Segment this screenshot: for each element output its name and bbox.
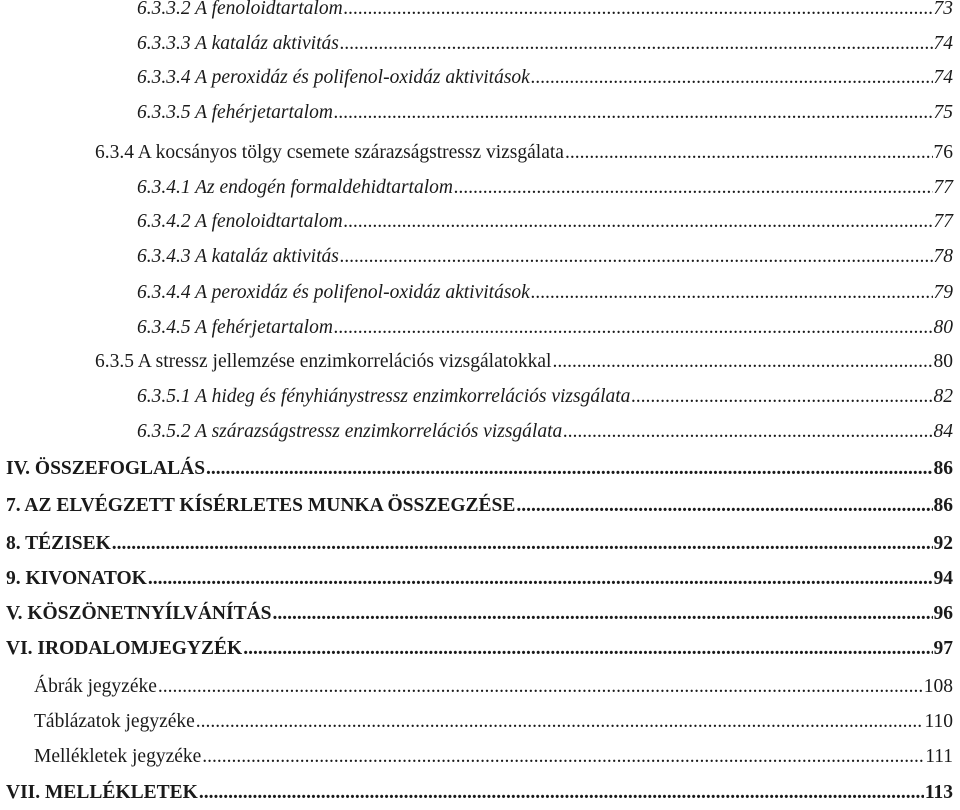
toc-entry-title: 6.3.5 A stressz jellemzése enzimkorrelációs vizsgálatokkal	[95, 351, 552, 373]
toc-entry-title: 6.3.4.5 A fehérjetartalom	[137, 317, 333, 339]
toc-entry[interactable]	[6, 776, 953, 810]
dot-leader	[516, 496, 932, 516]
toc-entry-title: 6.3.4.2 A fenoloidtartalom	[137, 211, 343, 233]
toc-entry[interactable]	[137, 27, 953, 61]
toc-entry-title: Mellékletek jegyzéke	[34, 746, 202, 768]
toc-entry-page: 74	[933, 67, 953, 89]
toc-entry[interactable]	[34, 670, 953, 704]
toc-entry-page: 113	[924, 782, 953, 804]
toc-entry-page: 76	[933, 142, 953, 164]
dot-leader	[243, 639, 932, 659]
toc-entry-title: 7. AZ ELVÉGZETT KÍSÉRLETES MUNKA ÖSSZEGZÉSE	[6, 495, 516, 517]
toc-entry[interactable]	[137, 171, 953, 205]
dot-leader	[112, 534, 933, 554]
toc-entry-title: 6.3.4 A kocsányos tölgy csemete szárazságstressz vizsgálata	[95, 142, 564, 164]
toc-entry[interactable]	[6, 597, 953, 631]
toc-entry-title: IV. ÖSSZEFOGLALÁS	[6, 458, 206, 480]
toc-entry-page: 84	[933, 421, 953, 443]
toc-entry-title: V. KÖSZÖNETNYÍLVÁNÍTÁS	[6, 603, 272, 625]
dot-leader	[531, 283, 933, 303]
toc-entry[interactable]	[137, 276, 953, 310]
dot-leader	[344, 0, 933, 19]
toc-entry-title: 6.3.4.1 Az endogén formaldehidtartalom	[137, 177, 453, 199]
toc-entry-page: 80	[933, 317, 953, 339]
toc-entry-page: 77	[933, 177, 953, 199]
toc-entry-page: 86	[933, 495, 953, 517]
toc-entry-title: 6.3.3.3 A kataláz aktivitás	[137, 33, 339, 55]
toc-entry[interactable]	[137, 415, 953, 449]
toc-entry-page: 86	[933, 458, 953, 480]
toc-entry[interactable]	[6, 527, 953, 561]
toc-entry-page: 111	[925, 746, 953, 768]
dot-leader	[631, 387, 932, 407]
toc-entry-title: VI. IRODALOMJEGYZÉK	[6, 638, 243, 660]
toc-entry-title: 6.3.3.4 A peroxidáz és polifenol-oxidáz aktivitások	[137, 67, 530, 89]
toc-entry-title: 6.3.4.3 A kataláz aktivitás	[137, 246, 339, 268]
toc-entry-page: 92	[933, 533, 953, 555]
toc-entry-page: 78	[933, 246, 953, 268]
dot-leader	[565, 143, 933, 163]
toc-entry-title: Ábrák jegyzéke	[34, 676, 157, 698]
dot-leader	[206, 459, 932, 479]
dot-leader	[531, 68, 933, 88]
toc-entry-title: 6.3.5.2 A szárazságstressz enzimkorrelációs vizsgálata	[137, 421, 563, 443]
toc-entry[interactable]	[6, 632, 953, 666]
toc-entry-page: 108	[923, 676, 953, 698]
toc-entry-page: 75	[933, 102, 953, 124]
toc-entry[interactable]	[137, 311, 953, 345]
toc-entry[interactable]	[6, 562, 953, 596]
toc-entry-page: 94	[933, 568, 953, 590]
toc-entry-title: VII. MELLÉKLETEK	[6, 782, 198, 804]
toc-entry-page: 82	[933, 386, 953, 408]
toc-entry[interactable]	[137, 61, 953, 95]
toc-entry[interactable]	[6, 489, 953, 523]
toc-entry[interactable]	[137, 0, 953, 26]
toc-entry-title: 6.3.3.2 A fenoloidtartalom	[137, 0, 343, 20]
dot-leader	[552, 352, 932, 372]
toc-entry-page: 77	[933, 211, 953, 233]
toc-entry[interactable]	[137, 380, 953, 414]
toc-entry[interactable]	[137, 240, 953, 274]
toc-entry[interactable]	[6, 452, 953, 486]
toc-entry-page: 79	[933, 282, 953, 304]
dot-leader	[344, 212, 933, 232]
dot-leader	[196, 712, 924, 732]
toc-entry-title: 6.3.3.5 A fehérjetartalom	[137, 102, 333, 124]
toc-entry-title: 6.3.4.4 A peroxidáz és polifenol-oxidáz aktivitások	[137, 282, 530, 304]
dot-leader	[454, 178, 933, 198]
toc-entry-page: 110	[924, 711, 953, 733]
toc-entry-title: Táblázatok jegyzéke	[34, 711, 195, 733]
toc-entry-page: 80	[933, 351, 953, 373]
toc-entry-page: 96	[933, 603, 953, 625]
toc-entry[interactable]	[34, 705, 953, 739]
dot-leader	[148, 569, 933, 589]
toc-entry[interactable]	[95, 345, 953, 379]
toc-entry-title: 8. TÉZISEK	[6, 533, 111, 555]
toc-entry[interactable]	[95, 136, 953, 170]
dot-leader	[340, 34, 933, 54]
toc-entry[interactable]	[34, 740, 953, 774]
toc-entry-title: 6.3.5.1 A hideg és fényhiánystressz enzimkorrelációs vizsgálata	[137, 386, 631, 408]
dot-leader	[334, 318, 933, 338]
dot-leader	[340, 247, 933, 267]
dot-leader	[273, 604, 933, 624]
dot-leader	[563, 422, 932, 442]
dot-leader	[158, 677, 923, 697]
toc-entry-title: 9. KIVONATOK	[6, 568, 147, 590]
dot-leader	[202, 747, 924, 767]
toc-entry-page: 74	[933, 33, 953, 55]
toc-entry-page: 97	[933, 638, 953, 660]
dot-leader	[334, 103, 933, 123]
toc-entry[interactable]	[137, 96, 953, 130]
toc-entry[interactable]	[137, 205, 953, 239]
dot-leader	[199, 783, 924, 803]
toc-entry-page: 73	[933, 0, 953, 20]
